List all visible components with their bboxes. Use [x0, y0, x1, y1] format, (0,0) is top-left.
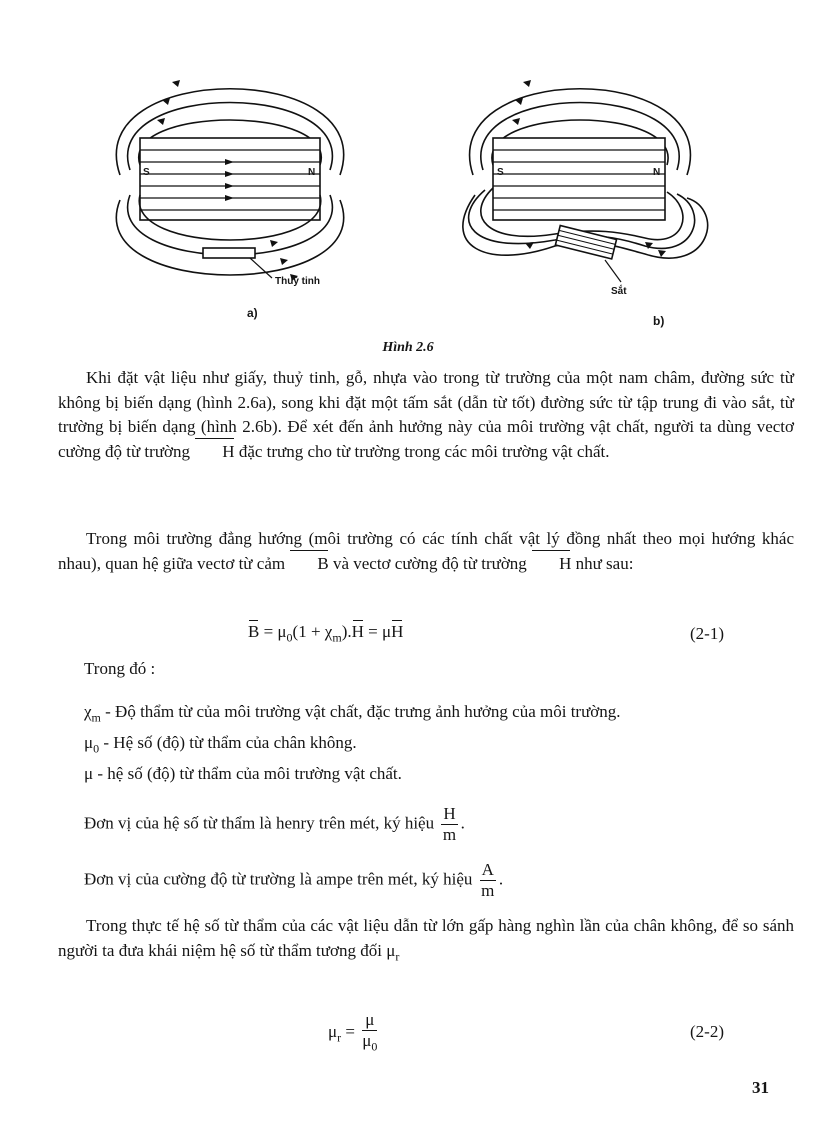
- permeability-unit-line: Đơn vị của hệ số từ thẩm là henry trên mét, ký hiệu $\frac{H}{m}$ .: [84, 804, 465, 844]
- b-vector-symbol: B: [289, 552, 328, 577]
- equation-2-2-number: (2-2): [690, 1022, 724, 1041]
- mu0-symbol: $\mu_0$: [84, 733, 100, 756]
- pole-n-a: N: [308, 167, 316, 178]
- where-intro: Trong đó :: [84, 659, 156, 678]
- equation-2-1: $B = \mu_0(1 + \chi_m).H = \mu H$: [248, 622, 404, 645]
- subfigure-label-a: a): [247, 306, 258, 320]
- h-vector-symbol: H: [194, 440, 234, 465]
- mu0-definition: [84, 733, 357, 756]
- mu0-description: - Hệ số (độ) từ thẩm của chân không.: [103, 733, 357, 752]
- paragraph-2-text-a: Trong môi trường đẳng hướng (môi trường có các tính chất vật lý đồng nhất theo mọi hướng khác nhau), quan hệ giữa vectơ từ cảm: [58, 529, 794, 573]
- fraction-numerator: A: [481, 860, 494, 879]
- equation-2-2: $\mu_r$ = $\frac{\mu}{\mu_0}$: [328, 1010, 380, 1056]
- pole-n-b: N: [653, 167, 661, 178]
- fraction-denominator: m: [481, 881, 495, 900]
- figure-a: [100, 60, 360, 330]
- subfigure-label-b: b): [653, 314, 665, 328]
- glass-label: Thuỷ tinh: [275, 276, 320, 287]
- mu-r-symbol: $\mu_r$: [386, 940, 400, 963]
- paragraph-3-text: Trong thực tế hệ số từ thẩm của các vật liệu dẫn từ lớn gấp hàng nghìn lần của chân không, để so sánh người ta đưa khái niệm hệ số từ thẩm tương đối: [58, 916, 794, 960]
- magnet-field-diagram-a: [100, 60, 360, 330]
- mu-definition: [84, 764, 402, 784]
- fraction-denominator: m: [442, 825, 457, 844]
- pole-s-b: S: [497, 167, 504, 178]
- iron-label: Sắt: [611, 286, 627, 297]
- h-vector-symbol-2: H: [531, 552, 571, 577]
- paragraph-2-text-b: và vectơ cường độ từ trường: [332, 553, 527, 573]
- equation-2-1-number: (2-1): [690, 624, 724, 643]
- chi-definition: [84, 702, 621, 725]
- paragraph-3: [58, 914, 794, 969]
- paragraph-1-end-pre: vectơ cường độ từ trường: [58, 417, 794, 461]
- ampere-per-meter-fraction: [480, 860, 496, 901]
- figure-caption: Hình 2.6: [382, 340, 434, 355]
- chi-symbol: $\chi_m$: [84, 702, 101, 725]
- paragraph-2-text-c: như sau:: [575, 553, 634, 573]
- mu-ratio-fraction: $\frac{\mu}{\mu_0}$: [362, 1010, 378, 1054]
- paragraph-1: [58, 366, 794, 464]
- chi-description: - Độ thẩm từ của môi trường vật chất, đặc trưng ảnh hưởng của môi trường.: [105, 702, 621, 721]
- magnet-field-diagram-b: [445, 60, 715, 330]
- permeability-unit-text: Đơn vị của hệ số từ thẩm là henry trên mét, ký hiệu: [84, 813, 435, 833]
- pole-s-a: S: [143, 167, 150, 178]
- field-unit-text: Đơn vị của cường độ từ trường là ampe trên mét, ký hiệu: [84, 869, 473, 889]
- paragraph-1-text: Khi đặt vật liệu như giấy, thuỷ tinh, gỗ, nhựa vào trong từ trường của một nam châm, đường sức từ không bị biến dạng (hình 2.6a), song khi đặt một tấm sắt (dẫn từ tốt) đường sức từ tập trung đi vào sắt, từ trường bị biến dạng (hình 2.6b). Để xét đến ảnh hưởng này của môi trường vật chất, người ta dùng: [58, 368, 794, 437]
- page-number: 31: [752, 1078, 769, 1097]
- paragraph-2: [58, 527, 794, 576]
- field-unit-line: Đơn vị của cường độ từ trường là ampe trên mét, ký hiệu $\frac{A}{m}$ .: [84, 860, 504, 900]
- paragraph-1-end-post: đặc trưng cho từ trường trong các môi trường vật chất.: [238, 441, 610, 461]
- figure-b: [445, 60, 715, 330]
- fraction-numerator: H: [443, 804, 456, 823]
- henry-per-meter-fraction: [441, 804, 457, 845]
- mu-symbol: μ: [84, 764, 94, 783]
- mu-description: - hệ số (độ) từ thẩm của môi trường vật chất.: [97, 764, 402, 783]
